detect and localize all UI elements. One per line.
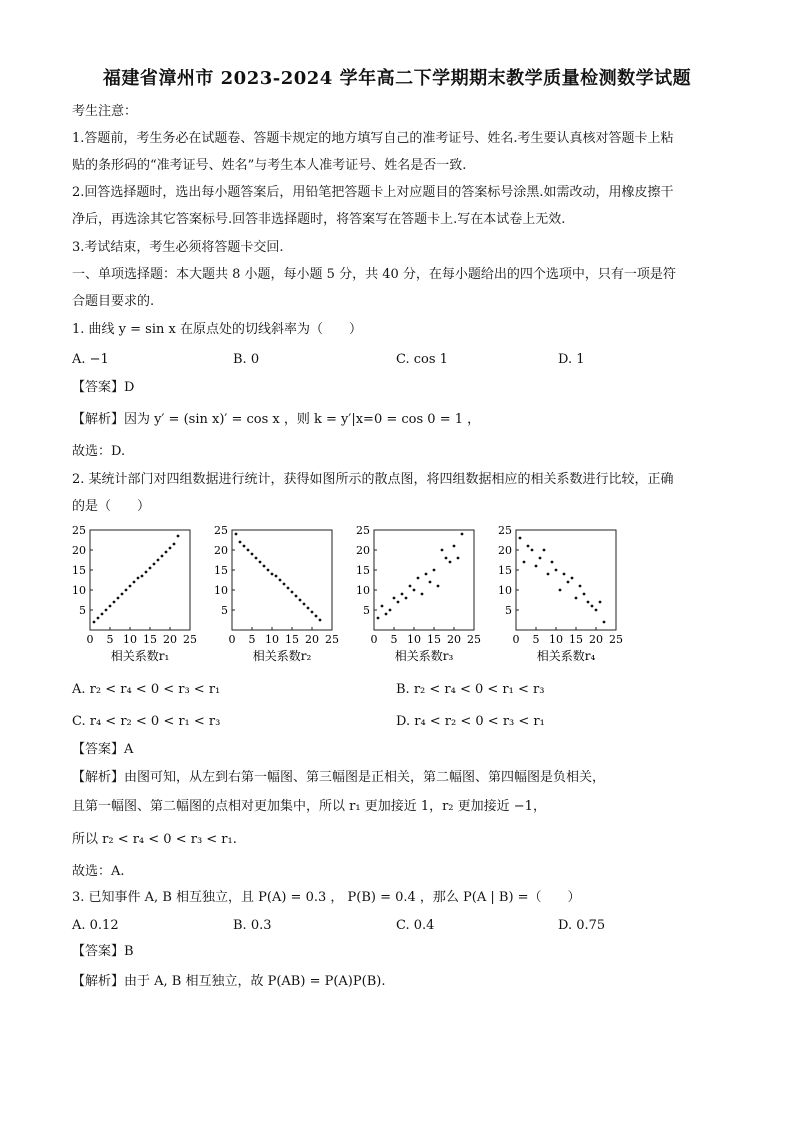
y-tick-label: 15 [498, 564, 512, 577]
x-tick-label: 20 [305, 633, 319, 646]
x-tick-label: 20 [589, 633, 603, 646]
data-point [425, 573, 428, 576]
q1-option-c: C. cos 1 [396, 352, 448, 367]
data-point [275, 575, 278, 578]
data-point [173, 543, 176, 546]
x-tick-label: 10 [549, 633, 563, 646]
q3-option-a: A. 0.12 [72, 918, 119, 933]
data-point [519, 537, 522, 540]
scatter-plot-1 [66, 525, 206, 674]
q2-analysis: 所以 r₂ < r₄ < 0 < r₃ < r₁. [72, 832, 237, 847]
data-point [251, 553, 254, 556]
data-point [429, 581, 432, 584]
x-tick-label: 25 [325, 633, 339, 646]
q2-option-a: A. r₂ < r₄ < 0 < r₃ < r₁ [72, 682, 221, 697]
x-tick-label: 25 [183, 633, 197, 646]
data-point [579, 585, 582, 588]
data-point [259, 561, 262, 564]
data-point [287, 587, 290, 590]
x-tick-label: 5 [248, 633, 256, 646]
data-point [109, 605, 112, 608]
q2-stem-cont: 的是（ ） [72, 499, 151, 514]
data-point [177, 535, 180, 538]
q2-option-d: D. r₄ < r₂ < 0 < r₃ < r₁ [396, 714, 545, 729]
data-point [295, 595, 298, 598]
data-point [413, 589, 416, 592]
data-point [551, 561, 554, 564]
data-point [239, 541, 242, 544]
x-tick-label: 25 [609, 633, 623, 646]
data-point [583, 593, 586, 596]
q1-option-a: A. −1 [72, 352, 109, 367]
data-point [559, 589, 562, 592]
x-tick-label: 5 [532, 633, 540, 646]
data-point [433, 569, 436, 572]
data-point [527, 545, 530, 548]
x-tick-label: 10 [407, 633, 421, 646]
data-point [457, 557, 460, 560]
x-tick-label: 15 [143, 633, 157, 646]
data-point [445, 557, 448, 560]
notice-line: 3.考试结束，考生必须将答题卡交回. [72, 240, 284, 255]
data-point [307, 607, 310, 610]
section-heading-cont: 合题目要求的. [72, 294, 155, 309]
data-point [149, 567, 152, 570]
x-tick-label: 10 [265, 633, 279, 646]
y-tick-label: 5 [363, 604, 370, 617]
y-tick-label: 25 [356, 524, 370, 537]
data-point [567, 581, 570, 584]
y-tick-label: 15 [356, 564, 370, 577]
x-tick-label: 25 [467, 633, 481, 646]
q3-answer: 【答案】B [72, 944, 134, 959]
x-tick-label: 15 [285, 633, 299, 646]
data-point [603, 621, 606, 624]
y-tick-label: 10 [72, 584, 86, 597]
q2-option-c: C. r₄ < r₂ < 0 < r₁ < r₃ [72, 714, 221, 729]
x-tick-label: 0 [512, 633, 520, 646]
y-tick-label: 10 [498, 584, 512, 597]
data-point [141, 575, 144, 578]
data-point [267, 569, 270, 572]
data-point [157, 559, 160, 562]
page-title: 福建省漳州市 2023-2024 学年高二下学期期末教学质量检测数学试题 [102, 68, 692, 89]
data-point [311, 611, 314, 614]
data-point [587, 601, 590, 604]
data-point [531, 549, 534, 552]
scatter-plot-3 [350, 525, 490, 674]
data-point [93, 621, 96, 624]
data-point [101, 613, 104, 616]
data-point [523, 561, 526, 564]
data-point [417, 577, 420, 580]
data-point [133, 581, 136, 584]
x-tick-label: 0 [86, 633, 94, 646]
q1-answer: 【答案】D [72, 380, 135, 395]
x-tick-label: 10 [123, 633, 137, 646]
data-point [575, 597, 578, 600]
y-tick-label: 5 [79, 604, 86, 617]
data-point [461, 533, 464, 536]
q2-option-b: B. r₂ < r₄ < 0 < r₁ < r₃ [396, 682, 545, 697]
x-tick-label: 20 [163, 633, 177, 646]
data-point [599, 601, 602, 604]
data-point [389, 609, 392, 612]
data-point [547, 573, 550, 576]
q1-analysis: 【解析】因为 y′ = (sin x)′ = cos x ，则 k = y′|x=0 = cos 0 = 1 ， [72, 412, 481, 427]
x-axis-label: 相关系数r₂ [252, 649, 312, 663]
x-axis-label: 相关系数r₃ [394, 649, 454, 663]
data-point [271, 573, 274, 576]
x-tick-label: 0 [370, 633, 378, 646]
q2-choose: 故选：A. [72, 864, 125, 879]
y-tick-label: 10 [214, 584, 228, 597]
q1-option-d: D. 1 [558, 352, 585, 367]
q1-option-b: B. 0 [233, 352, 260, 367]
y-tick-label: 15 [214, 564, 228, 577]
q1-choose: 故选：D. [72, 444, 126, 459]
q2-stem: 2. 某统计部门对四组数据进行统计，获得如图所示的散点图，将四组数据相应的相关系数进行比较，正确 [72, 472, 674, 487]
data-point [113, 601, 116, 604]
y-tick-label: 25 [72, 524, 86, 537]
q3-stem: 3. 已知事件 A, B 相互独立，且 P(A) = 0.3 ， P(B) = 0.4 ，那么 P(A | B) =（ ） [72, 890, 581, 905]
y-tick-label: 20 [214, 544, 228, 557]
y-tick-label: 25 [498, 524, 512, 537]
data-point [97, 617, 100, 620]
data-point [563, 573, 566, 576]
q2-analysis: 且第一幅图、第二幅图的点相对更加集中，所以 r₁ 更加接近 1，r₂ 更加接近 −1， [72, 799, 546, 814]
notice-line: 1.答题前，考生务必在试题卷、答题卡规定的地方填写自己的准考证号、姓名.考生要认真核对答题卡上粘 [72, 131, 674, 146]
data-point [263, 565, 266, 568]
x-tick-label: 20 [447, 633, 461, 646]
data-point [393, 597, 396, 600]
data-point [121, 593, 124, 596]
data-point [421, 593, 424, 596]
data-point [283, 583, 286, 586]
data-point [409, 585, 412, 588]
x-axis-label: 相关系数r₁ [110, 649, 170, 663]
scatter-plot-4 [492, 525, 632, 674]
data-point [449, 561, 452, 564]
q3-analysis: 【解析】由于 A, B 相互独立，故 P(AB) = P(A)P(B). [72, 974, 386, 989]
y-tick-label: 15 [72, 564, 86, 577]
data-point [169, 547, 172, 550]
data-point [401, 593, 404, 596]
data-point [591, 605, 594, 608]
data-point [595, 609, 598, 612]
data-point [255, 557, 258, 560]
x-tick-label: 15 [427, 633, 441, 646]
data-point [137, 577, 140, 580]
data-point [165, 551, 168, 554]
q3-option-b: B. 0.3 [233, 918, 272, 933]
notice-heading: 考生注意： [72, 104, 138, 119]
notice-line: 2.回答选择题时，选出每小题答案后，用铅笔把答题卡上对应题目的答案标号涂黑.如需改动，用橡皮擦干 [72, 185, 674, 200]
data-point [243, 545, 246, 548]
data-point [437, 585, 440, 588]
plot-frame [232, 530, 332, 630]
plot-frame [90, 530, 190, 630]
data-point [535, 565, 538, 568]
x-tick-label: 5 [106, 633, 114, 646]
data-point [145, 571, 148, 574]
plot-frame [374, 530, 474, 630]
y-tick-label: 25 [214, 524, 228, 537]
section-heading: 一、单项选择题：本大题共 8 小题，每小题 5 分，共 40 分，在每小题给出的四个选项中，只有一项是符 [72, 267, 676, 282]
x-tick-label: 5 [390, 633, 398, 646]
plot-frame [516, 530, 616, 630]
data-point [539, 557, 542, 560]
data-point [299, 599, 302, 602]
data-point [571, 577, 574, 580]
scatter-plot-2 [208, 525, 348, 674]
data-point [315, 615, 318, 618]
y-tick-label: 5 [221, 604, 228, 617]
y-tick-label: 20 [72, 544, 86, 557]
data-point [385, 613, 388, 616]
data-point [303, 603, 306, 606]
notice-line: 净后，再选涂其它答案标号.回答非选择题时，将答案写在答题卡上.写在本试卷上无效. [72, 212, 566, 227]
y-tick-label: 10 [356, 584, 370, 597]
data-point [105, 609, 108, 612]
data-point [319, 619, 322, 622]
q3-option-c: C. 0.4 [396, 918, 435, 933]
data-point [125, 589, 128, 592]
data-point [291, 591, 294, 594]
data-point [555, 569, 558, 572]
data-point [453, 545, 456, 548]
x-tick-label: 15 [569, 633, 583, 646]
q3-option-d: D. 0.75 [558, 918, 606, 933]
x-axis-label: 相关系数r₄ [536, 649, 596, 663]
data-point [381, 605, 384, 608]
data-point [279, 579, 282, 582]
y-tick-label: 5 [505, 604, 512, 617]
data-point [377, 617, 380, 620]
x-tick-label: 0 [228, 633, 236, 646]
notice-line: 贴的条形码的“准考证号、姓名”与考生本人准考证号、姓名是否一致. [72, 158, 467, 173]
data-point [247, 549, 250, 552]
q1-stem: 1. 曲线 y = sin x 在原点处的切线斜率为（ ） [72, 322, 362, 337]
data-point [153, 563, 156, 566]
data-point [397, 601, 400, 604]
data-point [161, 555, 164, 558]
data-point [235, 533, 238, 536]
data-point [117, 597, 120, 600]
data-point [441, 549, 444, 552]
q2-answer: 【答案】A [72, 742, 134, 757]
data-point [543, 549, 546, 552]
data-point [129, 585, 132, 588]
q2-analysis: 【解析】由图可知，从左到右第一幅图、第三幅图是正相关，第二幅图、第四幅图是负相关， [72, 770, 606, 785]
data-point [405, 597, 408, 600]
y-tick-label: 20 [356, 544, 370, 557]
y-tick-label: 20 [498, 544, 512, 557]
